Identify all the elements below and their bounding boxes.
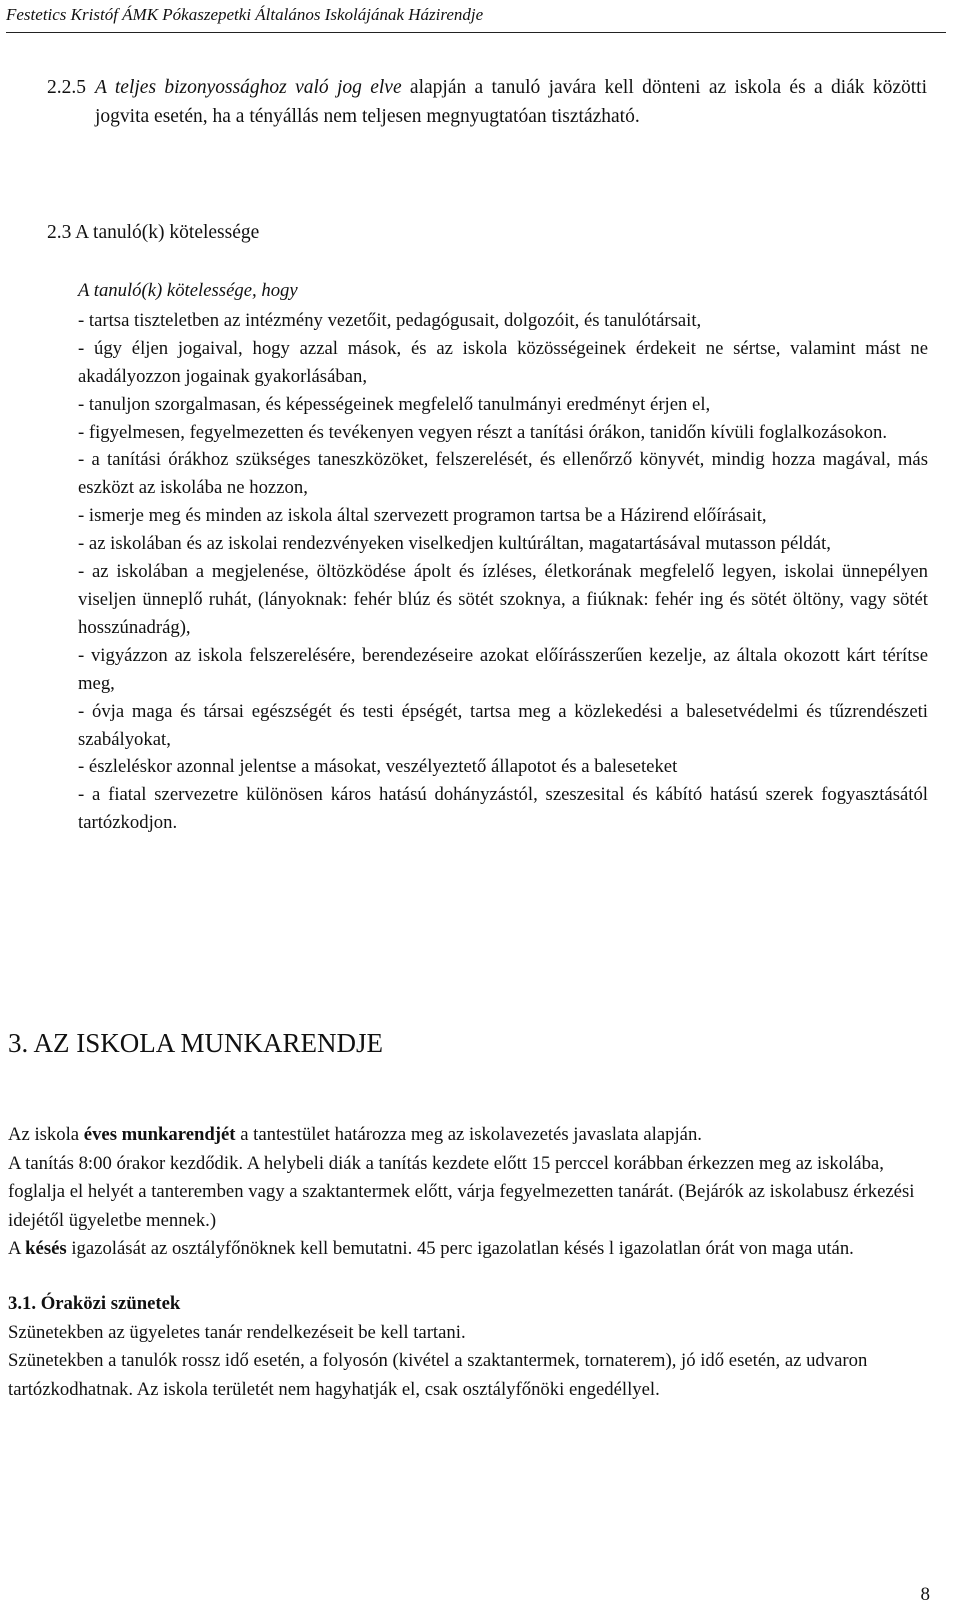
duty-item: - vigyázzon az iskola felszerelésére, berendezéseire azokat előírásszerűen kezelje, az általa okozott kárt térítse meg, <box>78 644 928 694</box>
duty-item: - tartsa tiszteletben az intézmény vezetőit, pedagógusait, dolgozóit, és tanulótársait, <box>78 309 702 331</box>
duty-item: - a fiatal szervezetre különösen káros hatású dohányzástól, szeszesital és kábító hatású szerek fogyasztásától tartózkodjon. <box>78 784 928 834</box>
page-header: Festetics Kristóf ÁMK Pókaszepetki Általános Iskolájának Házirendje <box>6 4 946 33</box>
duties-list <box>78 277 928 837</box>
section-2-2-5 <box>47 73 927 131</box>
section-emphasis: A teljes bizonyossághoz való jog elve <box>95 77 402 98</box>
page-number: 8 <box>920 1584 930 1605</box>
duty-item: - ismerje meg és minden az iskola által szervezett programon tartsa be a Házirend előírásait, <box>78 505 767 527</box>
section-body <box>95 73 927 131</box>
section-text: alapján a tanuló javára kell dönteni az iskola és a diák közötti jogvita esetén, ha a tényállás nem teljesen megnyugtatóan tisztázható. <box>95 77 927 127</box>
section-number: 2.2.5 <box>47 77 86 98</box>
duty-item: - tanuljon szorgalmasan, és képességeinek megfelelő tanulmányi eredményt érjen el, <box>78 393 711 415</box>
section-3-title: 3. AZ ISKOLA MUNKARENDJE <box>8 1028 384 1058</box>
duty-item: - az iskolában a megjelenése, öltözködése ápolt és ízléses, életkorának megfelelő legyen, iskolai ünnepélyen viseljen ünneplő ruhát, (lányoknak: fehér blúz és sötét szoknya, a fiúknak: fehér ing és sötét öltöny, vagy sötét hosszúnadrág), <box>78 561 928 638</box>
duty-item: - óvja maga és társai egészségét és testi épségét, tartsa meg a közlekedési a balesetvédelmi és tűzrendészeti szabályokat, <box>78 700 928 750</box>
break-paragraph-2: Szünetekben a tanulók rossz idő esetén, a folyosón (kivétel a szaktantermek, tornaterem), jó idő esetén, az udvaron tartózkodhatnak. Az iskola területét nem hagyhatják el, csak osztályfőnöki engedéllyel. <box>8 1350 868 1400</box>
duty-item: - figyelmesen, fegyelmezetten és tevékenyen vegyen részt a tanítási órákon, tanidőn kívüli foglalkozásokon. <box>78 421 887 443</box>
duty-item: - a tanítási órákhoz szükséges taneszközöket, felszerelését, és ellenőrző könyvét, mindig hozza magával, más eszközt az iskolába ne hozzon, <box>78 449 928 499</box>
start-time-paragraph: A tanítás 8:00 órakor kezdődik. A helybeli diák a tanítás kezdete előtt 15 perccel korábban érkezzen meg az iskolába, foglalja el helyét a tanteremben vagy a szaktantermek előtt, várja fegyelmezetten tanárát. (Bejárók az iskolabusz érkezési idejétől ügyeletbe mennek.) <box>8 1152 915 1231</box>
duties-lead: A tanuló(k) kötelessége, hogy <box>78 280 298 301</box>
section-2-3-title: 2.3 A tanuló(k) kötelessége <box>47 222 260 243</box>
section-3-body <box>8 1121 928 1404</box>
duty-item: - észleléskor azonnal jelentse a másokat, veszélyeztető állapotot és a baleseteket <box>78 756 678 778</box>
break-paragraph-1: Szünetekben az ügyeletes tanár rendelkezéseit be kell tartani. <box>8 1321 466 1343</box>
lateness-paragraph: A késés igazolását az osztályfőnöknek kell bemutatni. 45 perc igazolatlan késés l igazolatlan órát von maga után. <box>8 1238 854 1260</box>
duty-item: - az iskolában és az iskolai rendezvényeken viselkedjen kultúráltan, magatartásával mutasson példát, <box>78 533 831 555</box>
work-schedule-paragraph: Az iskola éves munkarendjét a tantestület határozza meg az iskolavezetés javaslata alapján. <box>8 1124 702 1145</box>
duty-item: - úgy éljen jogaival, hogy azzal mások, és az iskola közösségeinek érdekeit ne sértse, valamint mást ne akadályozzon jogainak gyakorlásában, <box>78 337 928 387</box>
subsection-3-1-title: 3.1. Óraközi szünetek <box>8 1292 181 1314</box>
